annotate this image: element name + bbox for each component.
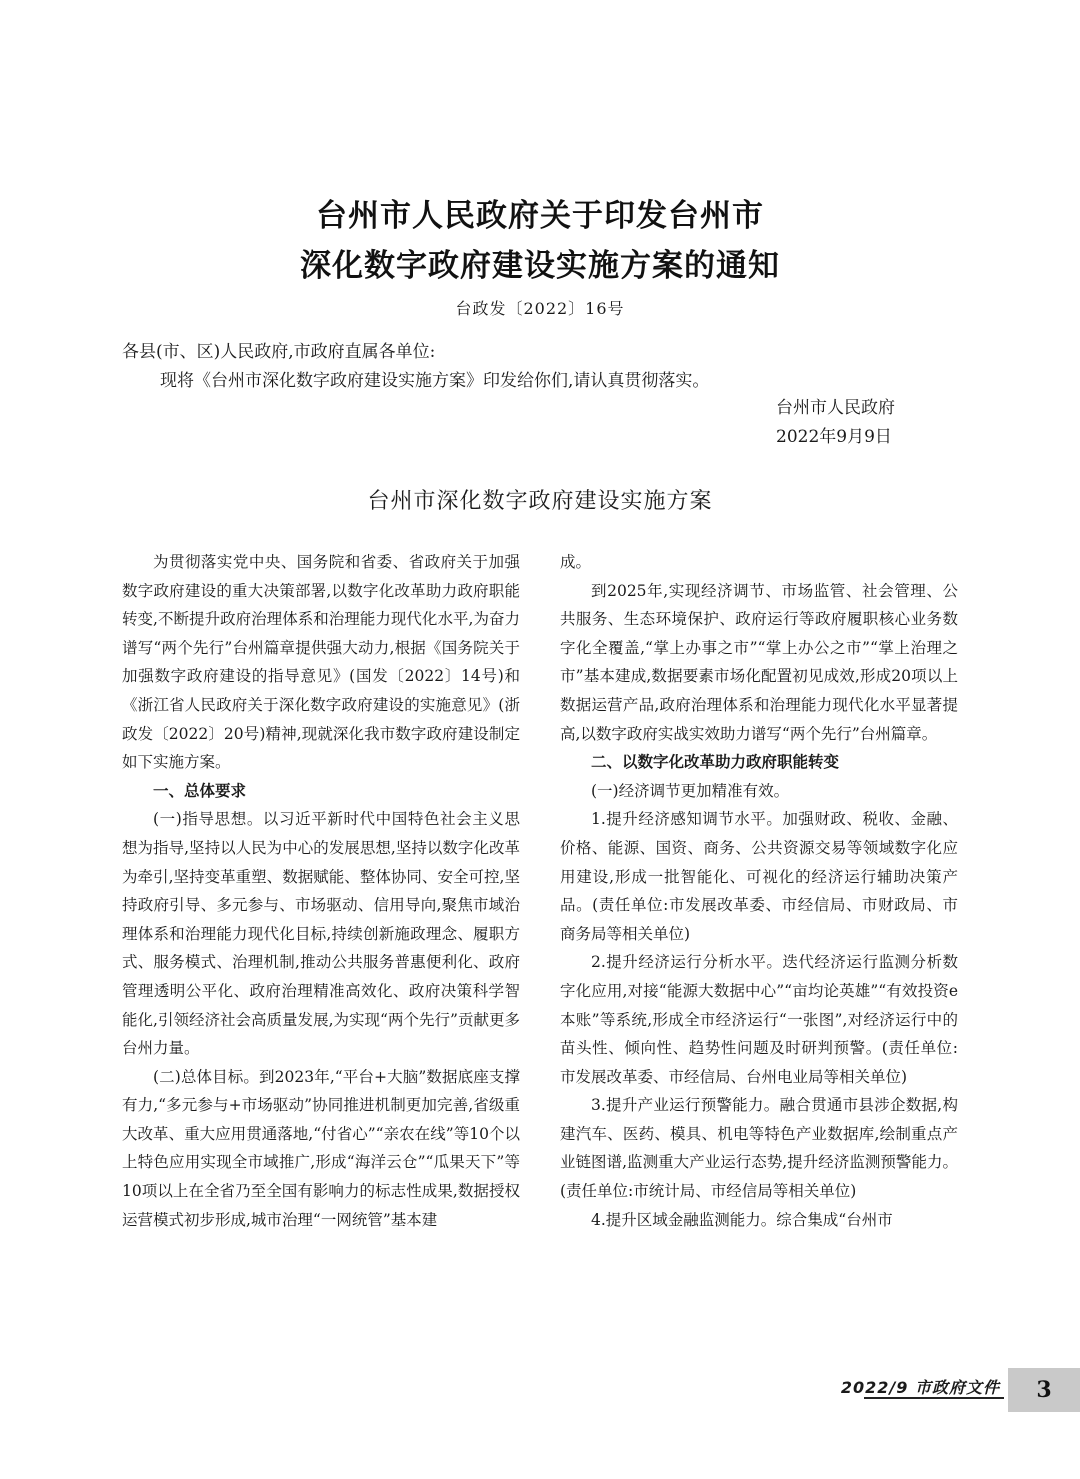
item-1-paragraph: 1.提升经济感知调节水平。加强财政、税收、金融、价格、能源、国资、商务、公共资源交易等领域数字化应用建设,形成一批智能化、可视化的经济运行辅助决策产品。(责任单位:市发展改革委、市经信局、市财政局、市商务局等相关单位) <box>560 810 958 943</box>
continuation-text: 成。 <box>560 553 592 571</box>
left-column <box>122 548 520 1234</box>
item-3-paragraph: 3.提升产业运行预警能力。融合贯通市县涉企数据,构建汽车、医药、模具、机电等特色产业数据库,绘制重点产业链图谱,监测重大产业运行态势,提升经济监测预警能力。(责任单位:市统计局、市经信局等相关单位) <box>560 1096 958 1201</box>
journal-footer: 2022/9 市政府文件 <box>840 1378 1000 1397</box>
goal-2025-paragraph: 到2025年,实现经济调节、市场监管、社会管理、公共服务、生态环境保护、政府运行等政府履职核心业务数字化全覆盖,“掌上办事之市”“掌上办公之市”“掌上治理之市”基本建成,数据要素市场化配置初见成效,形成20项以上数据运营产品,政府治理体系和治理能力现代化水平显著提高,以数字政府实战实效助力谱写“两个先行”台州篇章。 <box>560 581 958 743</box>
document-number: 台政发〔2022〕16号 <box>455 299 625 318</box>
addressee: 各县(市、区)人民政府,市政府直属各单位: <box>122 342 436 362</box>
right-column <box>560 548 958 1234</box>
notice-title-line-1: 台州市人民政府关于印发台州市 <box>316 198 764 234</box>
notice-body: 现将《台州市深化数字政府建设实施方案》印发给你们,请认真贯彻落实。 <box>160 371 710 391</box>
guiding-ideology-paragraph: (一)指导思想。以习近平新时代中国特色社会主义思想为指导,坚持以人民为中心的发展思想,坚持以数字化改革为牵引,坚持变革重塑、数据赋能、整体协同、安全可控,坚持政府引导、多元参与、市场驱动、信用导向,聚焦市域治理体系和治理能力现代化目标,持续创新施政理念、履职方式、服务模式、治理机制,推动公共服务普惠便利化、政府管理透明公平化、政府治理精准高效化、政府决策科学智能化,引领经济社会高质量发展,为实现“两个先行”贡献更多台州力量。 <box>122 810 520 1058</box>
section-heading-general-requirements: 一、总体要求 <box>153 781 247 800</box>
footer-rule <box>864 1397 1004 1399</box>
intro-paragraph: 为贯彻落实党中央、国务院和省委、省政府关于加强数字政府建设的重大决策部署,以数字化改革助力政府职能转变,不断提升政府治理体系和治理能力现代化水平,为奋力谱写“两个先行”台州篇章提供强大动力,根据《国务院关于加强数字政府建设的指导意见》(国发〔2022〕14号)和《浙江省人民政府关于深化数字政府建设的实施意见》(浙政发〔2022〕20号)精神,现就深化我市数字政府建设制定如下实施方案。 <box>122 553 520 772</box>
item-2-paragraph: 2.提升经济运行分析水平。迭代经济运行监测分析数字化应用,对接“能源大数据中心”“亩均论英雄”“有效投资e本账”等系统,形成全市经济运行“一张图”,对经济运行中的苗头性、倾向性、趋势性问题及时研判预警。(责任单位:市发展改革委、市经信局、台州电业局等相关单位) <box>560 953 958 1086</box>
overall-goals-paragraph: (二)总体目标。到2023年,“平台+大脑”数据底座支撑有力,“多元参与+市场驱动”协同推进机制更加完善,省级重大改革、重大应用贯通落地,“付省心”“亲农在线”等10个以上特色应用实现全市域推广,形成“海洋云仓”“瓜果天下”等10项以上在全省乃至全国有影响力的标志性成果,数据授权运营模式初步形成,城市治理“一网统管”基本建 <box>122 1067 520 1229</box>
plan-title: 台州市深化数字政府建设实施方案 <box>367 489 713 514</box>
notice-title-line-2: 深化数字政府建设实施方案的通知 <box>300 248 780 284</box>
section-heading-function-transformation: 二、以数字化改革助力政府职能转变 <box>591 753 840 772</box>
signing-date: 2022年9月9日 <box>776 427 892 447</box>
item-4-paragraph: 4.提升区域金融监测能力。综合集成“台州市 <box>591 1210 893 1229</box>
subsection-economic-regulation: (一)经济调节更加精准有效。 <box>591 781 790 800</box>
page-number: 3 <box>1008 1368 1080 1412</box>
signatory: 台州市人民政府 <box>776 398 895 418</box>
